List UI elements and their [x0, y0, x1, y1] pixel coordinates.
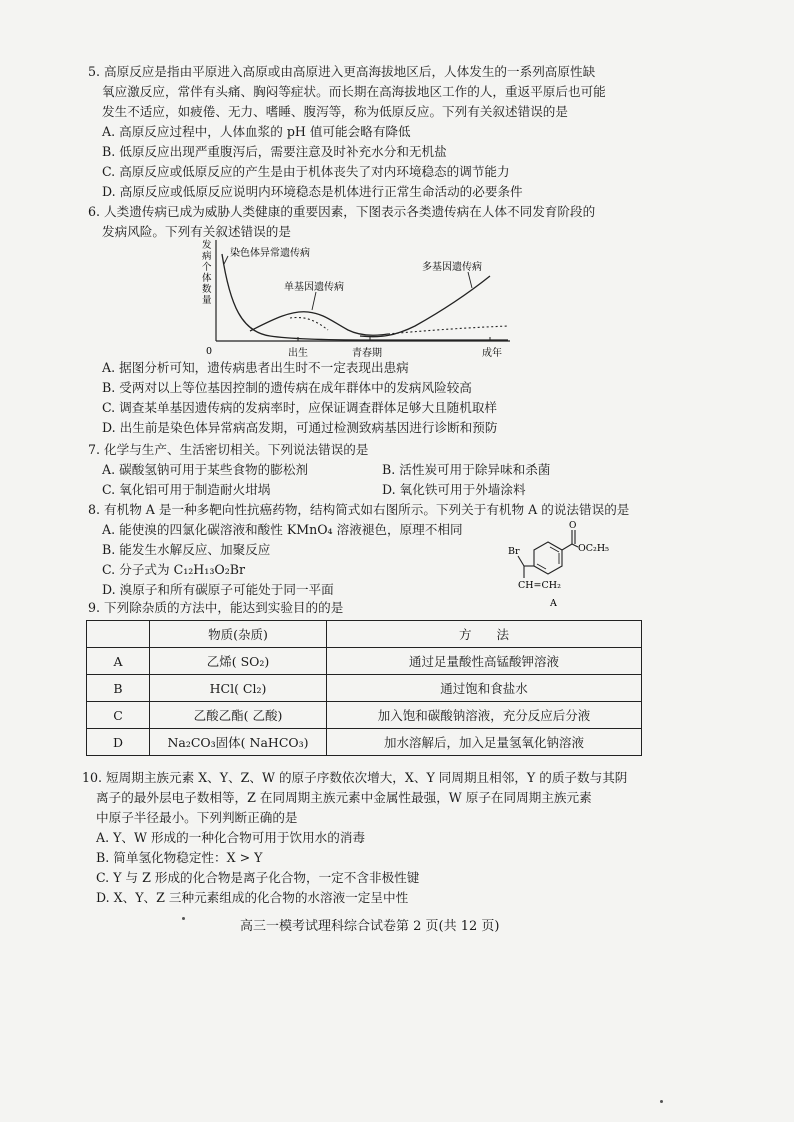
oxygen-label: O	[569, 521, 577, 531]
question-8-option-a: A. 能使溴的四氯化碳溶液和酸性 KMnO₄ 溶液褪色，原理不相同	[102, 522, 463, 537]
table-cell-option: B	[87, 675, 150, 702]
table-cell-method: 加水溶解后，加入足量氢氧化钠溶液	[327, 729, 642, 756]
molecule-a-svg	[500, 520, 620, 612]
question-5-option-b: B. 低原反应出现严重腹泻后，需要注意及时补充水分和无机盐	[102, 144, 447, 159]
single-gene-dotted-curve	[290, 318, 508, 335]
question-10-stem-line: 离子的最外层电子数相等，Z 在同周期主族元素中金属性最强，W 原子在同周期主族元素	[96, 790, 592, 805]
benzene-ring	[534, 542, 562, 574]
y-axis-label-char-4: 体	[202, 273, 212, 284]
question-5-stem-line: 氧应激反应，常伴有头痛、胸闷等症状。而长期在高海拔地区工作的人，重返平原后也可能	[102, 84, 606, 99]
question-5-stem-line: 5. 高原反应是指由平原进入高原或由高原进入更高海拔地区后，人体发生的一系列高原性缺	[88, 64, 596, 79]
impurity-removal-table	[86, 620, 642, 756]
y-axis-label-char-6: 量	[202, 295, 212, 306]
question-9	[88, 598, 343, 618]
question-10-option-b: B. 简单氢化物稳定性：X > Y	[96, 850, 263, 865]
question-8-option-d: D. 溴原子和所有碳原子可能处于同一平面	[102, 582, 334, 597]
table-cell-substance: Na₂CO₃固体( NaHCO₃)	[150, 729, 327, 756]
label-multigene: 多基因遗传病	[422, 262, 482, 273]
question-9-stem-line: 9. 下列除杂质的方法中，能达到实验目的的是	[88, 600, 344, 615]
question-6-option-c: C. 调查某单基因遗传病的发病率时，应保证调查群体足够大且随机取样	[102, 400, 498, 415]
table-cell-option: A	[87, 648, 150, 675]
y-axis-label-char-2: 病	[202, 251, 212, 262]
single-gene-curve	[250, 312, 388, 335]
table-cell-option: D	[87, 729, 150, 756]
leader-line	[312, 292, 316, 310]
table-row	[87, 675, 642, 702]
question-5-option-a: A. 高原反应过程中，人体血浆的 pH 值可能会略有降低	[102, 124, 411, 139]
x-tick-birth: 出生	[288, 348, 308, 359]
question-7-option-c: C. 氧化铝可用于制造耐火坩埚	[102, 482, 271, 497]
y-axis-label-char-1: 发	[202, 240, 212, 251]
label-chromosome-abnormal: 染色体异常遗传病	[230, 248, 310, 259]
question-6-option-d: D. 出生前是染色体异常病高发期，可通过检测致病基因进行诊断和预防	[102, 420, 498, 435]
leader-line	[468, 272, 472, 288]
vinyl-label: CH=CH₂	[518, 580, 561, 591]
question-8-option-b: B. 能发生水解反应、加聚反应	[102, 542, 271, 557]
disease-risk-chart	[190, 236, 530, 364]
ester-label: OC₂H₅	[578, 543, 609, 554]
compound-label: A	[550, 598, 557, 609]
question-5	[88, 62, 606, 202]
table-cell-method: 通过饱和食盐水	[327, 675, 642, 702]
question-10-option-d: D. X、Y、Z 三种元素组成的化合物的水溶液一定呈中性	[96, 890, 409, 905]
question-7-option-b: B. 活性炭可用于除异味和杀菌	[382, 462, 551, 477]
question-6-option-b: B. 受两对以上等位基因控制的遗传病在成年群体中的发病风险较高	[102, 380, 472, 395]
table-cell-substance: 乙烯( SO₂)	[150, 648, 327, 675]
question-5-option-c: C. 高原反应或低原反应的产生是由于机体丧失了对内环境稳态的调节能力	[102, 164, 510, 179]
table-cell-substance: HCl( Cl₂)	[150, 675, 327, 702]
table-row	[87, 729, 642, 756]
question-6-stem-line: 6. 人类遗传病已成为威胁人类健康的重要因素，下图表示各类遗传病在人体不同发育阶段的	[88, 204, 596, 219]
question-10	[82, 768, 627, 908]
molecule-a-structure	[500, 520, 620, 616]
question-10-stem-line: 中原子半径最小。下列判断正确的是	[96, 810, 298, 825]
scan-speck	[182, 917, 185, 920]
question-6-stem-line: 发病风险。下列有关叙述错误的是	[102, 224, 291, 239]
question-6-options	[102, 358, 497, 438]
table-header-cell: 物质(杂质)	[150, 621, 327, 648]
table-cell-method: 加入饱和碳酸钠溶液，充分反应后分液	[327, 702, 642, 729]
table-cell-option: C	[87, 702, 150, 729]
bromine-label: Br	[508, 546, 520, 557]
question-10-option-a: A. Y、W 形成的一种化合物可用于饮用水的消毒	[96, 830, 366, 845]
question-8-stem-line: 8. 有机物 A 是一种多靶向性抗癌药物，结构简式如右图所示。下列关于有机物 A 的说法错误的是	[88, 502, 630, 517]
question-5-stem-line: 发生不适应，如疲倦、无力、嗜睡、腹泻等，称为低原反应。下列有关叙述错误的是	[102, 104, 568, 119]
table-row	[87, 648, 642, 675]
question-7	[88, 440, 550, 500]
question-7-stem-line: 7. 化学与生产、生活密切相关。下列说法错误的是	[88, 442, 369, 457]
bond	[518, 556, 524, 566]
label-single-gene: 单基因遗传病	[284, 282, 344, 293]
y-axis-label-char-3: 个	[202, 262, 212, 273]
table-header-row	[87, 621, 642, 648]
question-5-option-d: D. 高原反应或低原反应说明内环境稳态是机体进行正常生命活动的必要条件	[102, 184, 523, 199]
table-header-cell	[87, 621, 150, 648]
table-row	[87, 702, 642, 729]
x-tick-adult: 成年	[482, 348, 502, 359]
bond	[562, 544, 572, 550]
leader-line	[224, 256, 228, 264]
table-cell-substance: 乙酸乙酯( 乙酸)	[150, 702, 327, 729]
table-header-cell: 方 法	[327, 621, 642, 648]
question-10-stem-line: 10. 短周期主族元素 X、Y、Z、W 的原子序数依次增大，X、Y 同周期且相邻，Y 的质子数与其阴	[82, 770, 628, 785]
question-7-options-row	[88, 460, 550, 480]
y-axis-label-char-5: 数	[202, 284, 212, 295]
question-6-option-a: A. 据图分析可知，遗传病患者出生时不一定表现出患病	[102, 360, 409, 375]
question-8-option-c: C. 分子式为 C₁₂H₁₃O₂Br	[102, 562, 246, 577]
question-7-option-d: D. 氧化铁可用于外墙涂料	[382, 482, 526, 497]
origin-label: 0	[206, 346, 213, 357]
page-footer: 高三一模考试理科综合试卷第 2 页(共 12 页)	[240, 919, 500, 934]
disease-risk-figure	[190, 236, 530, 368]
table-cell-method: 通过足量酸性高锰酸钾溶液	[327, 648, 642, 675]
question-7-options-row	[88, 480, 550, 500]
x-tick-puberty: 青春期	[352, 348, 382, 359]
question-7-option-a: A. 碳酸氢钠可用于某些食物的膨松剂	[102, 462, 309, 477]
question-10-option-c: C. Y 与 Z 形成的化合物是离子化合物，一定不含非极性键	[96, 870, 420, 885]
scan-speck	[660, 1100, 663, 1103]
